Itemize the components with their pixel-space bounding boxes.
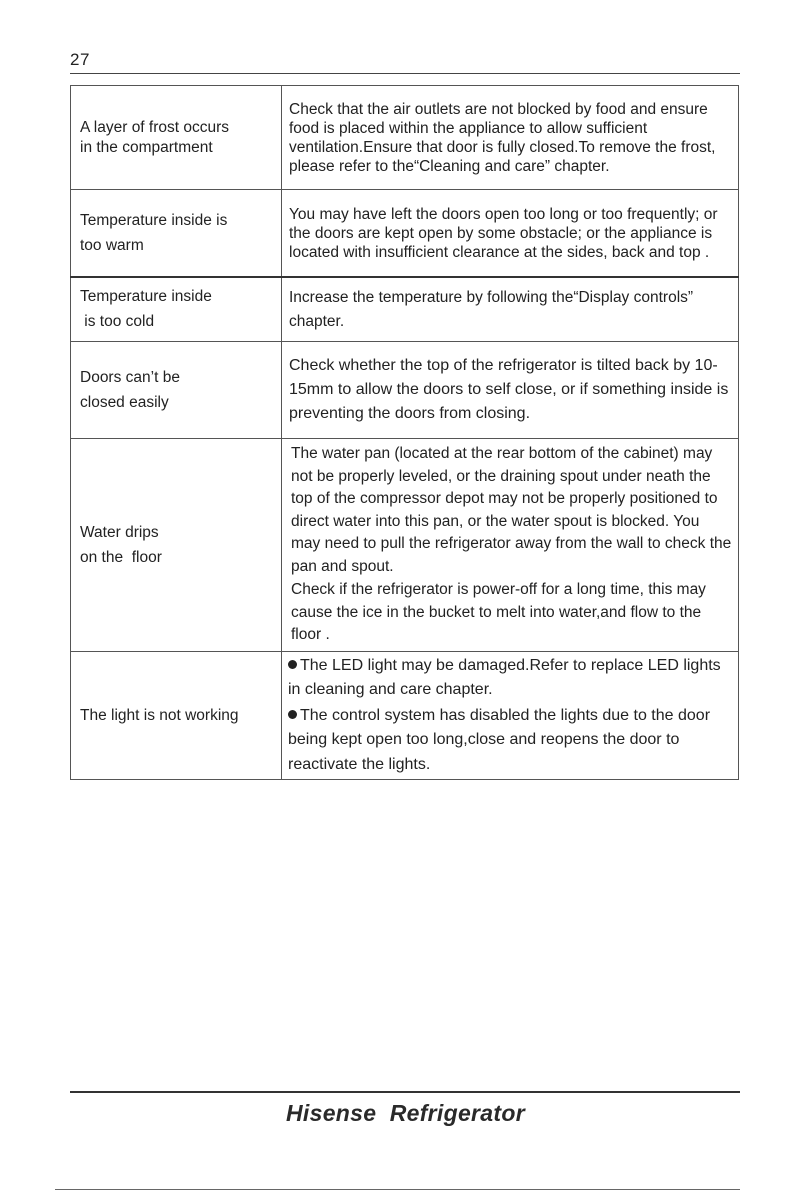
footer-brand: Hisense Refrigerator — [286, 1100, 525, 1126]
problem-line: in the compartment — [80, 139, 213, 156]
problem-cell — [71, 342, 282, 439]
table-row — [71, 439, 739, 652]
problem-line: Temperature inside — [80, 288, 212, 305]
table-row — [71, 86, 739, 190]
troubleshooting-table — [70, 85, 739, 780]
bullet-icon — [288, 660, 297, 669]
table-row — [71, 342, 739, 439]
solution-cell — [282, 277, 739, 342]
problem-cell — [71, 439, 282, 652]
solution-text: The control system has disabled the lights due to the door being kept open too long,close and reopens the door to reactivate the lights. — [288, 706, 711, 773]
problem-cell — [71, 190, 282, 278]
problem-line: Temperature inside is — [80, 211, 228, 229]
problem-line: The light is not working — [80, 707, 239, 724]
solution-cell — [282, 652, 739, 780]
problem-line: Doors can’t be — [80, 368, 180, 386]
solution-cell — [282, 439, 739, 652]
solution-text: Check that the air outlets are not blocked by food and ensure food is placed within the appliance to allow sufficient ventilation.Ensure that door is fully closed.To remove the frost, please refer to the“Cleaning and care” chapter. — [289, 100, 716, 175]
problem-line: too warm — [80, 236, 144, 254]
solution-text: The LED light may be damaged.Refer to replace LED lights in cleaning and care chapter. — [288, 656, 721, 699]
problem-line: closed easily — [80, 393, 169, 411]
solution-text: The water pan (located at the rear bottom of the cabinet) may not be properly leveled, or the draining spout under neath the top of the compressor depot may not be properly positioned to direct water into this pan, or the water spout is blocked. You may need to pull the refrigerator away from the wall to check the pan and spout. — [291, 445, 732, 575]
solution-text: Increase the temperature by following the“Display controls” chapter. — [289, 288, 694, 330]
bottom-divider — [55, 1189, 740, 1190]
solution-cell — [282, 190, 739, 278]
table-row — [71, 190, 739, 278]
problem-line: Water drips — [80, 523, 159, 541]
table-row — [71, 652, 739, 780]
solution-cell — [282, 86, 739, 190]
problem-line: A layer of frost occurs — [80, 119, 230, 136]
solution-cell — [282, 342, 739, 439]
problem-line: on the floor — [80, 548, 162, 566]
solution-text: Check whether the top of the refrigerator is tilted back by 10-15mm to allow the doors to self close, or if something inside is preventing the doors from closing. — [289, 357, 729, 422]
page-number: 27 — [70, 50, 90, 69]
bullet-item — [288, 654, 732, 703]
header-divider — [70, 73, 740, 74]
solution-text: You may have left the doors open too long or too frequently; or the doors are kept open by some obstacle; or the appliance is located with insufficient clearance at the sides, back and top . — [289, 205, 718, 261]
problem-line: is too cold — [80, 313, 155, 330]
bullet-item — [288, 704, 732, 778]
problem-cell — [71, 277, 282, 342]
problem-cell — [71, 652, 282, 780]
bullet-icon — [288, 710, 297, 719]
table-row — [71, 277, 739, 342]
solution-text: Check if the refrigerator is power-off for a long time, this may cause the ice in the bucket to melt into water,and flow to the floor . — [291, 581, 706, 644]
footer-divider — [70, 1091, 740, 1093]
problem-cell — [71, 86, 282, 190]
